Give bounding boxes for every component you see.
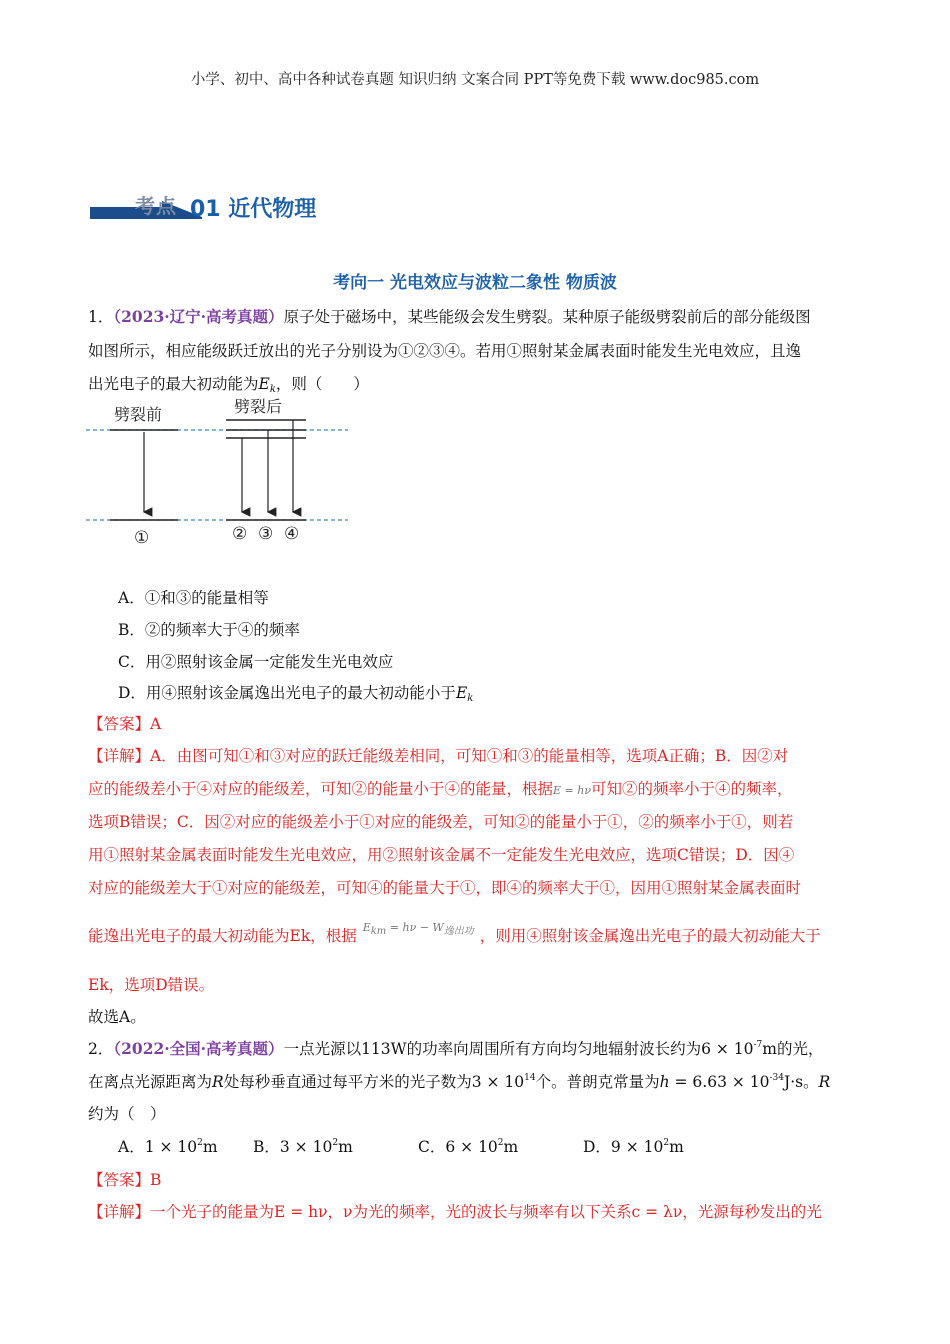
q1-option-d-text: D．用④照射该金属逸出光电子的最大初动能小于 — [118, 684, 456, 702]
q1-option-a[interactable]: A．①和③的能量相等 — [118, 589, 269, 607]
q2-number: 2． — [88, 1040, 114, 1058]
q1-detail-line1: 【详解】A．由图可知①和③对应的跃迁能级差相同，可知①和③的能量相等，选项A正确；B．因②对 — [88, 747, 789, 765]
marker-2: ② — [232, 524, 248, 544]
q2-stem-line1: 2．（2022·全国·高考真题）一点光源以113W的功率向周围所有方向均匀地辐射波长约为$6 \times 10^{-7}m$的光， — [88, 1039, 824, 1058]
section-banner — [90, 190, 330, 226]
q1-conclusion: 故选A。 — [88, 1008, 146, 1026]
q1-source: （2023·辽宁·高考真题） — [113, 307, 284, 326]
formula-ekm: Ekm = hν − W逸出功 — [362, 921, 474, 937]
marker-3: ③ — [258, 524, 274, 544]
before-label: 劈裂前 — [114, 405, 163, 424]
q2-option-a[interactable]: A．$1 \times 10^2m$ — [118, 1138, 218, 1156]
q1-ek: $E_k$ — [258, 375, 276, 395]
q2-source: （2022·全国·高考真题） — [113, 1039, 284, 1058]
q2-stem-line3: 约为（ ） — [88, 1105, 166, 1123]
q1-stem-line1 — [88, 305, 811, 327]
q1-detail-line6: 能逸出光电子的最大初动能为Ek，根据 $^{E_{km} = h\nu - W_{逸出功}}$ ，则用④照射该金属逸出光电子的最大初动能大于 — [88, 921, 821, 945]
q1-detail-line2: 应的能级差小于④对应的能级差，可知②的能量小于④的能量，根据E = hν可知②的频率小于④的频率， — [88, 780, 793, 798]
formula-e-hv: E = hν — [553, 784, 592, 797]
after-label: 劈裂后 — [234, 397, 283, 416]
section-title: 考向一 光电效应与波粒二象性 物质波 — [333, 273, 617, 293]
marker-4: ④ — [284, 524, 300, 544]
q2-stem-line2: 在离点光源距离为R处每秒垂直通过每平方米的光子数为$3 \times 10^{14}$个。普朗克常量为$h = 6.63 \times 10^{-34}J\cdot s$。R — [88, 1073, 831, 1091]
marker-1: ① — [134, 528, 150, 548]
q1-stem-text1: 原子处于磁场中，某些能级会发生劈裂。某种原子能级劈裂前后的部分能级图 — [283, 308, 811, 326]
q2-answer: 【答案】B — [88, 1171, 162, 1189]
banner-kaodian: 考点 — [135, 194, 177, 218]
q1-stem-text3b: ，则（ ） — [275, 375, 369, 393]
q2-detail-line1: 【详解】一个光子的能量为E = hν，ν为光的频率，光的波长与频率有以下关系c = λν，光源每秒发出的光 — [88, 1203, 822, 1221]
q2-option-d[interactable]: D．$9 \times 10^2m$ — [583, 1138, 684, 1156]
q1-option-d[interactable] — [118, 681, 473, 704]
page-header: 小学、初中、高中各种试卷真题 知识归纳 文案合同 PPT等免费下载 www.doc985.com — [190, 72, 760, 88]
q1-option-d-ek: $E_k$ — [455, 684, 474, 704]
q1-option-c[interactable]: C．用②照射该金属一定能发生光电效应 — [118, 653, 394, 671]
q1-detail-line5: 对应的能级差大于①对应的能级差，可知④的能量大于①，即④的频率大于①，因用①照射某金属表面时 — [88, 879, 802, 897]
q1-stem-line2: 如图所示，相应能级跃迁放出的光子分别设为①②③④。若用①照射某金属表面时能发生光电效应，且逸 — [88, 342, 802, 360]
energy-level-diagram — [86, 392, 348, 552]
q1-detail-line7: Ek，选项D错误。 — [88, 976, 215, 994]
banner-title: 01 近代物理 — [190, 197, 317, 222]
q1-answer: 【答案】A — [88, 715, 162, 733]
q1-detail-line3: 选项B错误；C．因②对应的能级差小于①对应的能级差，可知②的能量小于①，②的频率小于①，则若 — [88, 813, 794, 831]
q2-options — [118, 1135, 684, 1157]
q2-option-c[interactable]: C．$6 \times 10^2m$ — [418, 1138, 519, 1156]
q1-number: 1． — [88, 308, 114, 326]
q1-option-b[interactable]: B．②的频率大于④的频率 — [118, 621, 300, 639]
q1-detail-line4: 用①照射某金属表面时能发生光电效应，用②照射该金属不一定能发生光电效应，选项C错误；D．因④ — [88, 846, 795, 864]
q1-stem-text3a: 出光电子的最大初动能为 — [88, 375, 259, 393]
q2-option-b[interactable]: B．$3 \times 10^2m$ — [253, 1138, 353, 1156]
